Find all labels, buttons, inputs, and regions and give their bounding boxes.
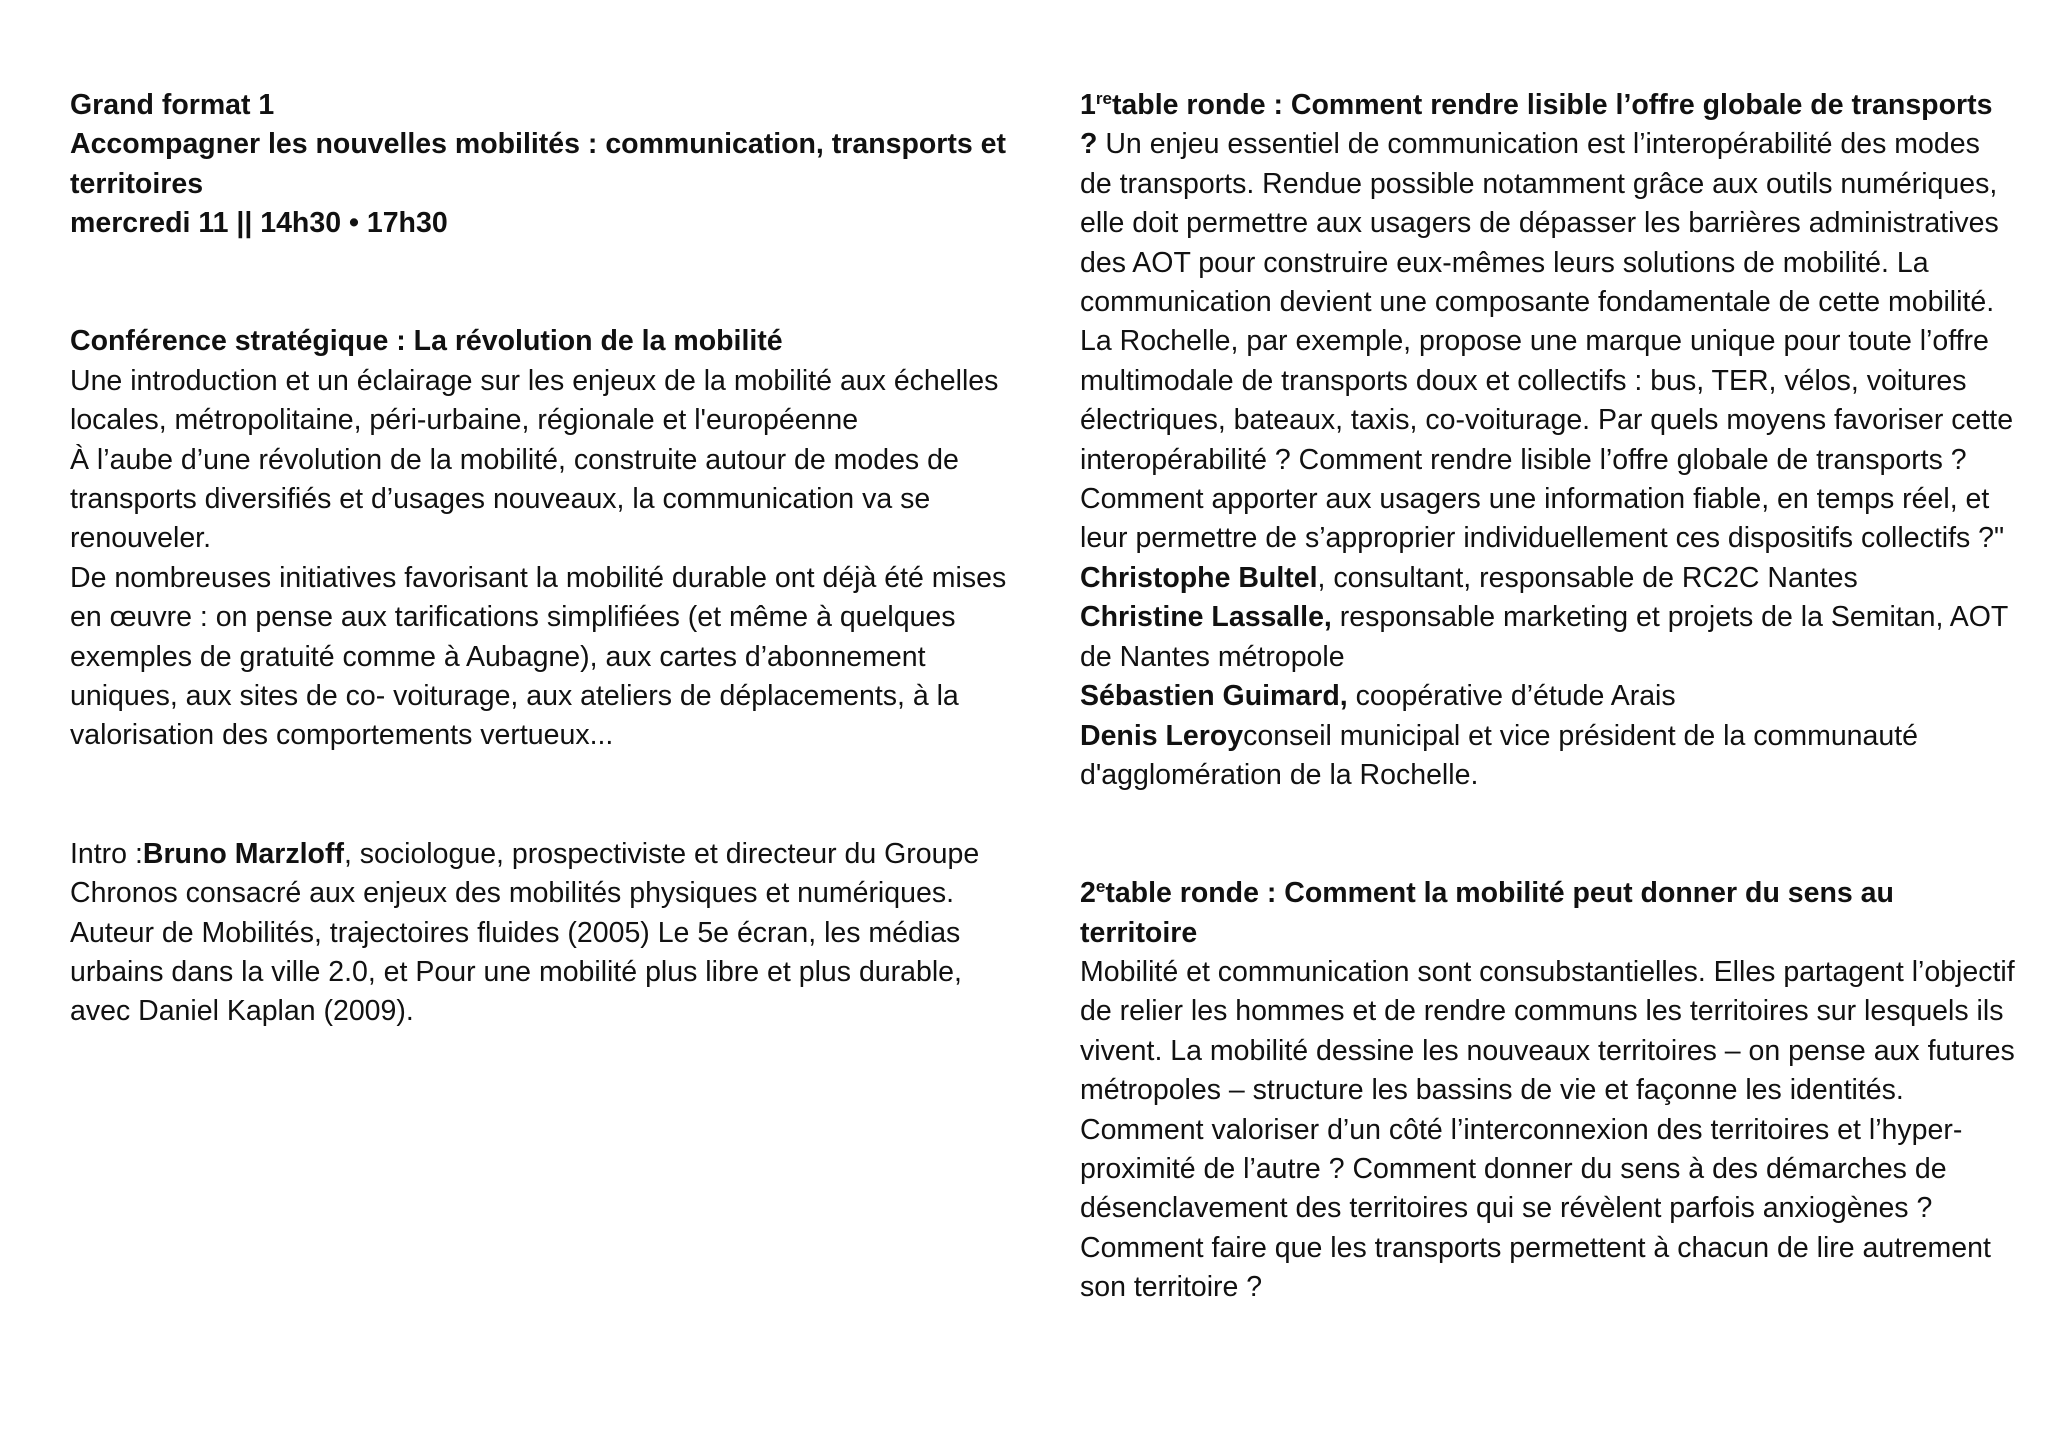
text-line: désenclavement des territoires qui se révèlent parfois anxiogènes ?	[1080, 1192, 1933, 1225]
text-line: transports diversifiés et d’usages nouveaux, la communication va se	[70, 483, 931, 516]
speaker-role: , consultant, responsable de RC2C Nantes	[1317, 561, 1858, 594]
text-line: vivent. La mobilité dessine les nouveaux territoires – on pense aux futures	[1080, 1034, 2015, 1067]
text-line: elle doit permettre aux usagers de dépasser les barrières administratives	[1080, 207, 1999, 240]
speaker-role-cont: de Nantes métropole	[1080, 640, 1345, 673]
speaker-name: Christine Lassalle,	[1080, 601, 1332, 634]
text-line: communication devient une composante fondamentale de cette mobilité.	[1080, 286, 1995, 319]
text-line	[1080, 125, 2020, 164]
text-line: multimodale de transports doux et collectifs : bus, TER, vélos, voitures	[1080, 364, 1967, 397]
text-line: interopérabilité ? Comment rendre lisible l’offre globale de transports ?	[1080, 443, 1967, 476]
conference-heading: Conférence stratégique : La révolution de la mobilité	[70, 325, 783, 358]
round-table-1-title: table ronde : Comment rendre lisible l’offre globale de transports	[1111, 89, 1993, 121]
speaker-role: coopérative d’étude Arais	[1347, 680, 1676, 713]
speaker-line	[1080, 559, 2020, 598]
text-line: de relier les hommes et de rendre communs les territoires sur lesquels ils	[1080, 995, 2004, 1028]
text-line: Comment faire que les transports permettent à chacun de lire autrement	[1080, 1231, 1991, 1264]
text-line: De nombreuses initiatives favorisant la mobilité durable ont déjà été mises	[70, 561, 1007, 594]
round-table-2-number: 2	[1080, 877, 1096, 910]
intro-line	[70, 835, 1030, 874]
speaker-role-cont: d'agglomération de la Rochelle.	[1080, 758, 1479, 791]
event-subtitle: Accompagner les nouvelles mobilités : communication, transports et	[70, 128, 1006, 161]
speaker-name: Denis Leroy	[1080, 719, 1244, 752]
round-table-2-ordinal: e	[1095, 877, 1106, 897]
text-line: locales, métropolitaine, péri-urbaine, régionale et l'européenne	[70, 404, 859, 437]
speaker-line	[1080, 717, 2020, 756]
intro-speaker-role: , sociologue, prospectiviste et directeur du Groupe	[343, 837, 980, 870]
text-line: Mobilité et communication sont consubstantielles. Elles partagent l’objectif	[1080, 955, 2015, 988]
right-column	[1080, 86, 2020, 1308]
speaker-role: responsable marketing et projets de la Semitan, AOT	[1331, 601, 2009, 634]
speaker-line	[1080, 598, 2020, 637]
text-line: électriques, bateaux, taxis, co-voiturage. Par quels moyens favoriser cette	[1080, 404, 2014, 437]
text-line: proximité de l’autre ? Comment donner du sens à des démarches de	[1080, 1152, 1947, 1185]
conference-section	[70, 322, 1030, 755]
intro-speaker: Bruno Marzloff	[142, 837, 344, 870]
round-table-1	[1080, 86, 2020, 795]
text-line: Comment apporter aux usagers une information fiable, en temps réel, et	[1080, 483, 1990, 516]
text-line: renouveler.	[70, 522, 212, 555]
event-header	[70, 86, 1030, 244]
text-line: Une introduction et un éclairage sur les enjeux de la mobilité aux échelles	[70, 364, 999, 397]
text-line: leur permettre de s’approprier individuellement ces dispositifs collectifs ?"	[1080, 522, 2005, 555]
text-line: urbains dans la ville 2.0, et Pour une mobilité plus libre et plus durable,	[70, 955, 962, 988]
text-line: de transports. Rendue possible notamment grâce aux outils numériques,	[1080, 167, 1998, 200]
left-column	[70, 86, 1030, 1032]
text-line: La Rochelle, par exemple, propose une marque unique pour toute l’offre	[1080, 325, 1989, 358]
text-line: valorisation des comportements vertueux...	[70, 719, 614, 752]
text-line: des AOT pour construire eux-mêmes leurs solutions de mobilité. La	[1080, 246, 1929, 279]
speaker-name: Christophe Bultel	[1080, 561, 1318, 594]
text-line: exemples de gratuité comme à Aubagne), aux cartes d’abonnement	[70, 640, 926, 673]
round-table-2-heading-cont: territoire	[1080, 916, 1198, 949]
speaker-role: conseil municipal et vice président de la communauté	[1243, 719, 1918, 752]
text-line: Chronos consacré aux enjeux des mobilités physiques et numériques.	[70, 877, 954, 910]
event-title: Grand format 1	[70, 89, 275, 121]
text-line: À l’aube d’une révolution de la mobilité, construite autour de modes de	[70, 443, 959, 476]
round-table-2-heading	[1080, 874, 2020, 913]
round-table-1-number: 1	[1080, 89, 1096, 121]
intro-section	[70, 835, 1030, 1032]
round-table-1-heading	[1080, 86, 2020, 125]
round-table-1-ordinal: re	[1095, 89, 1112, 108]
intro-prefix: Intro :	[70, 837, 143, 870]
text-line: métropoles – structure les bassins de vie et façonne les identités.	[1080, 1074, 1904, 1107]
text-line: uniques, aux sites de co- voiturage, aux ateliers de déplacements, à la	[70, 680, 959, 713]
speaker-name: Sébastien Guimard,	[1080, 680, 1348, 713]
round-table-1-question-mark: ?	[1080, 128, 1098, 161]
text-line: son territoire ?	[1080, 1271, 1263, 1304]
round-table-2	[1080, 874, 2020, 1307]
round-table-2-title: table ronde : Comment la mobilité peut donner du sens au	[1105, 877, 1894, 910]
text-line: Auteur de Mobilités, trajectoires fluides (2005) Le 5e écran, les médias	[70, 916, 961, 949]
text-line: en œuvre : on pense aux tarifications simplifiées (et même à quelques	[70, 601, 956, 634]
event-date: mercredi 11 || 14h30 • 17h30	[70, 207, 448, 240]
text-line: Comment valoriser d’un côté l’interconnexion des territoires et l’hyper-	[1080, 1113, 1963, 1146]
text-fragment: Un enjeu essentiel de communication est l’interopérabilité des modes	[1097, 128, 1980, 161]
event-subtitle-cont: territoires	[70, 167, 204, 200]
text-line: avec Daniel Kaplan (2009).	[70, 995, 414, 1028]
speaker-line	[1080, 677, 2020, 716]
